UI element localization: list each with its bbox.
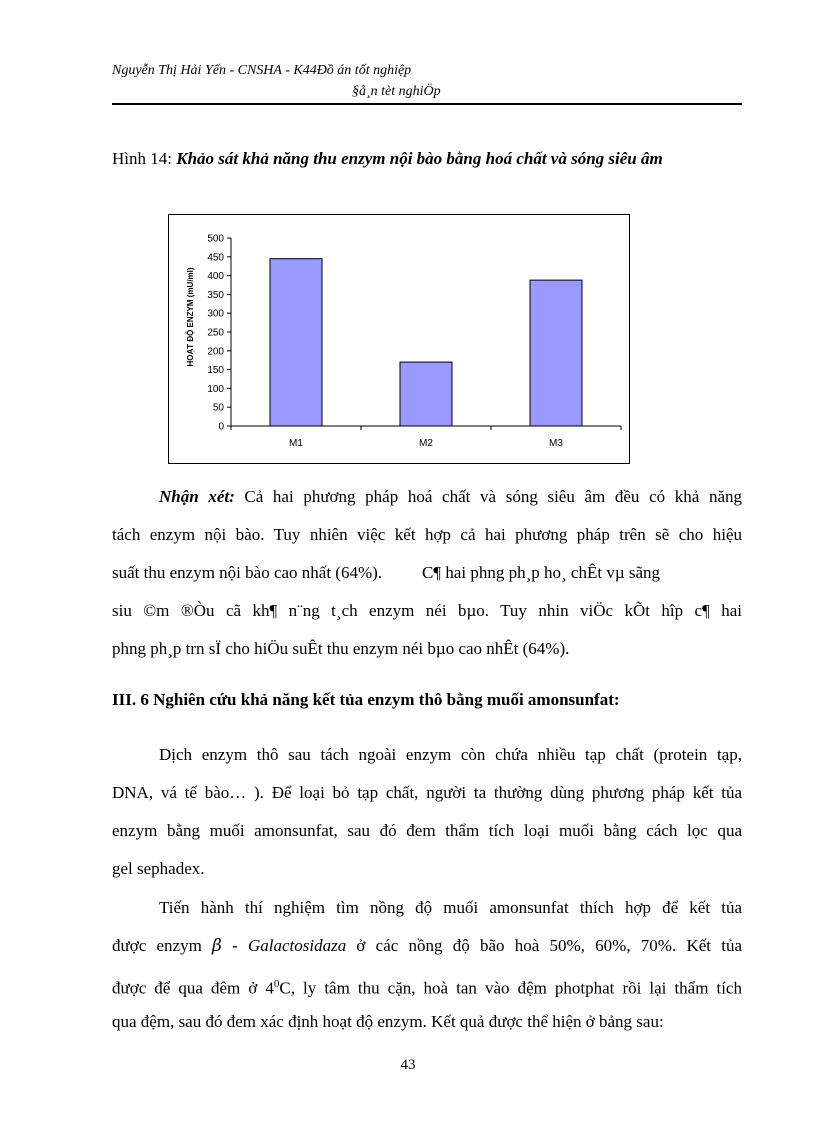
x-tick-label: M2 xyxy=(419,438,433,449)
y-tick-label: 350 xyxy=(207,289,224,301)
y-tick-label: 100 xyxy=(207,383,224,395)
x-tick-label: M1 xyxy=(289,438,303,449)
remark-line-4: siu ©m ®Òu cã kh¶ n¨ng t¸ch enzym néi bµo. Tuy nhin viÖc kÕt hîp c¶ hai xyxy=(112,601,742,620)
y-axis-label: HOẠT ĐỘ ENZYM (mU/ml) xyxy=(186,267,195,367)
y-tick-label: 400 xyxy=(207,271,224,283)
y-tick-label: 0 xyxy=(218,421,224,433)
bar-chart xyxy=(168,214,630,464)
y-tick-label: 250 xyxy=(207,327,224,339)
bar-m1 xyxy=(270,259,322,426)
bar-m2 xyxy=(400,362,452,426)
y-axis xyxy=(207,234,231,433)
figure-caption-title: Khảo sát khả năng thu enzym nội bào bằng hoá chất và sóng siêu âm xyxy=(176,149,663,168)
y-tick-label: 300 xyxy=(207,308,224,320)
figure-caption xyxy=(112,149,663,169)
bar-chart-svg xyxy=(169,215,631,465)
header-rule xyxy=(112,103,742,105)
beta-symbol: β xyxy=(212,936,222,956)
y-tick-label: 200 xyxy=(207,346,224,358)
remark-line-5: phng ph¸p trn sÏ cho hiÖu suÊt thu enzym néi bµo cao nhÊt (64%). xyxy=(112,639,570,658)
y-tick-label: 500 xyxy=(207,233,224,245)
header-author-line: Nguyễn Thị Hải Yến - CNSHA - K44Đồ án tốt nghiệp xyxy=(112,63,412,78)
para2-line-2: được enzym β - Galactosidaza ở các nồng độ bão hoà 50%, 60%, 70%. Kết tủa xyxy=(112,936,742,956)
bar-m3 xyxy=(530,280,582,426)
para2-line-4: qua đệm, sau đó đem xác định hoạt độ enzym. Kết quả được thể hiện ở bảng sau: xyxy=(112,1012,664,1031)
para1-line-2: DNA, vá tế bào… ). Để loại bỏ tạp chất, người ta thường dùng phương pháp kết tủa xyxy=(112,783,742,802)
figure-caption-label: Hình 14: xyxy=(112,149,177,168)
para1-line-1: Dịch enzym thô sau tách ngoài enzym còn chứa nhiều tạp chất (protein tạp, xyxy=(159,745,742,764)
para2-line-3: được để qua đêm ở $4^0C$, ly tâm thu cặn, hoà tan vào đệm photphat rồi lại thẩm tích xyxy=(112,978,742,998)
y-tick-label: 450 xyxy=(207,252,224,264)
remark-line-2: tách enzym nội bào. Tuy nhiên việc kết hợp cả hai phương pháp trên sẽ cho hiệu xyxy=(112,525,742,544)
bars xyxy=(270,259,582,426)
x-axis xyxy=(231,426,621,449)
section-heading: III. 6 Nghiên cứu khả năng kết tủa enzym thô bằng muối amonsunfat: xyxy=(112,690,620,709)
para2-line-1: Tiến hành thí nghiệm tìm nồng độ muối amonsunfat thích hợp để kết tủa xyxy=(159,898,742,917)
para1-line-4: gel sephadex. xyxy=(112,859,205,878)
header-garbled-line: §å¸n tèt nghiÖp xyxy=(352,84,441,99)
remark-line-1: Nhận xét: Cả hai phương pháp hoá chất và sóng siêu âm đều có khả năng xyxy=(159,487,742,506)
page-number: 43 xyxy=(400,1057,416,1073)
x-tick-label: M3 xyxy=(549,438,563,449)
para1-line-3: enzym bằng muối amonsunfat, sau đó đem thẩm tích loại muối bằng cách lọc qua xyxy=(112,821,742,840)
y-tick-label: 150 xyxy=(207,365,224,377)
y-tick-label: 50 xyxy=(212,402,224,414)
remark-line-3: suất thu enzym nội bào cao nhất (64%). C¶ hai phng ph¸p ho¸ chÊt vµ sãng xyxy=(112,563,661,582)
remark-label: Nhận xét: xyxy=(159,487,235,506)
enzyme-name: - Galactosidaza xyxy=(221,936,347,955)
